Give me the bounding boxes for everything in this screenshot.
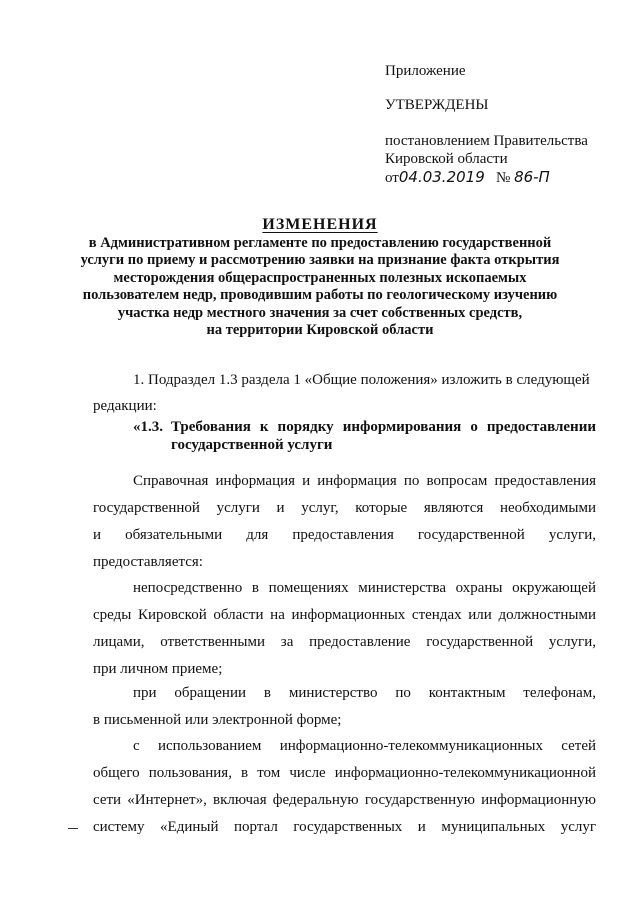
title-main: ИЗМЕНЕНИЯ — [262, 216, 378, 233]
decree-line-1: постановлением Правительства — [385, 133, 588, 149]
date-prefix: от — [385, 170, 399, 186]
document-title — [70, 216, 570, 340]
section-title-line-1: Требования к порядку информирования о предоставлении — [171, 419, 596, 435]
paragraph-5-line-2: общего пользования, в том числе информационно-телекоммуникационной — [93, 765, 596, 781]
margin-mark — [68, 828, 78, 829]
section-title-line-2: государственной услуги — [171, 437, 333, 453]
number-prefix: № — [496, 170, 511, 186]
title-line: месторождения общераспространенных полезных ископаемых — [113, 269, 527, 286]
decree-line-2: Кировской области — [385, 151, 508, 167]
approved-label: УТВЕРЖДЕНЫ — [385, 97, 489, 113]
paragraph-4-line-2: в письменной или электронной форме; — [93, 712, 342, 728]
paragraph-3-line-3: лицами, ответственными за предоставление государственной услуги, — [93, 634, 596, 650]
section-number: «1.3. — [133, 419, 163, 435]
title-line: в Административном регламенте по предоставлению государственной — [88, 234, 552, 251]
section-heading — [93, 418, 596, 454]
paragraph-3-line-1: непосредственно в помещениях министерства охраны окружающей — [133, 580, 596, 596]
paragraph-5 — [93, 733, 596, 841]
paragraph-5-line-4: систему «Единый портал государственных и муниципальных услуг — [93, 819, 596, 835]
paragraph-1 — [93, 367, 596, 419]
paragraph-2-line-4: предоставляется: — [93, 554, 203, 570]
title-line: на территории Кировской области — [206, 322, 434, 338]
paragraph-2-line-1: Справочная информация и информация по вопросам предоставления — [133, 473, 596, 489]
appendix-label: Приложение — [385, 63, 466, 79]
section-heading-row — [93, 418, 596, 436]
paragraph-5-line-1: с использованием информационно-телекоммуникационных сетей — [133, 738, 596, 754]
paragraph-3-line-4: при личном приеме; — [93, 661, 223, 677]
paragraph-4 — [93, 680, 596, 734]
title-line: услуги по приему и рассмотрению заявки на признание факта открытия — [80, 252, 560, 268]
paragraph-2 — [93, 468, 596, 576]
handwritten-date: 04.03.2019 — [398, 168, 485, 186]
paragraph-2-line-3: и обязательными для предоставления государственной услуги, — [93, 527, 596, 543]
paragraph-5-line-3: сети «Интернет», включая федеральную государственную информационную — [93, 792, 596, 808]
paragraph-4-line-1: при обращении в министерство по контактным телефонам, — [133, 685, 596, 701]
title-line: пользователем недр, проводившим работы по геологическому изучению — [82, 287, 558, 303]
handwritten-number: 86-П — [514, 168, 550, 186]
title-line: участка недр местного значения за счет собственных средств, — [117, 304, 523, 321]
paragraph-2-line-2: государственной услуги и услуг, которые являются необходимыми — [93, 500, 596, 516]
paragraph-1-line-2: редакции: — [93, 398, 157, 414]
approval-status-block — [385, 96, 625, 114]
decree-date-line — [385, 168, 625, 187]
paragraph-3 — [93, 575, 596, 683]
paragraph-1-line-1: 1. Подраздел 1.3 раздела 1 «Общие положения» изложить в следующей — [133, 372, 590, 388]
approval-block — [385, 62, 625, 80]
decree-reference — [385, 132, 625, 187]
paragraph-3-line-2: среды Кировской области на информационных стендах или должностными — [93, 607, 596, 623]
